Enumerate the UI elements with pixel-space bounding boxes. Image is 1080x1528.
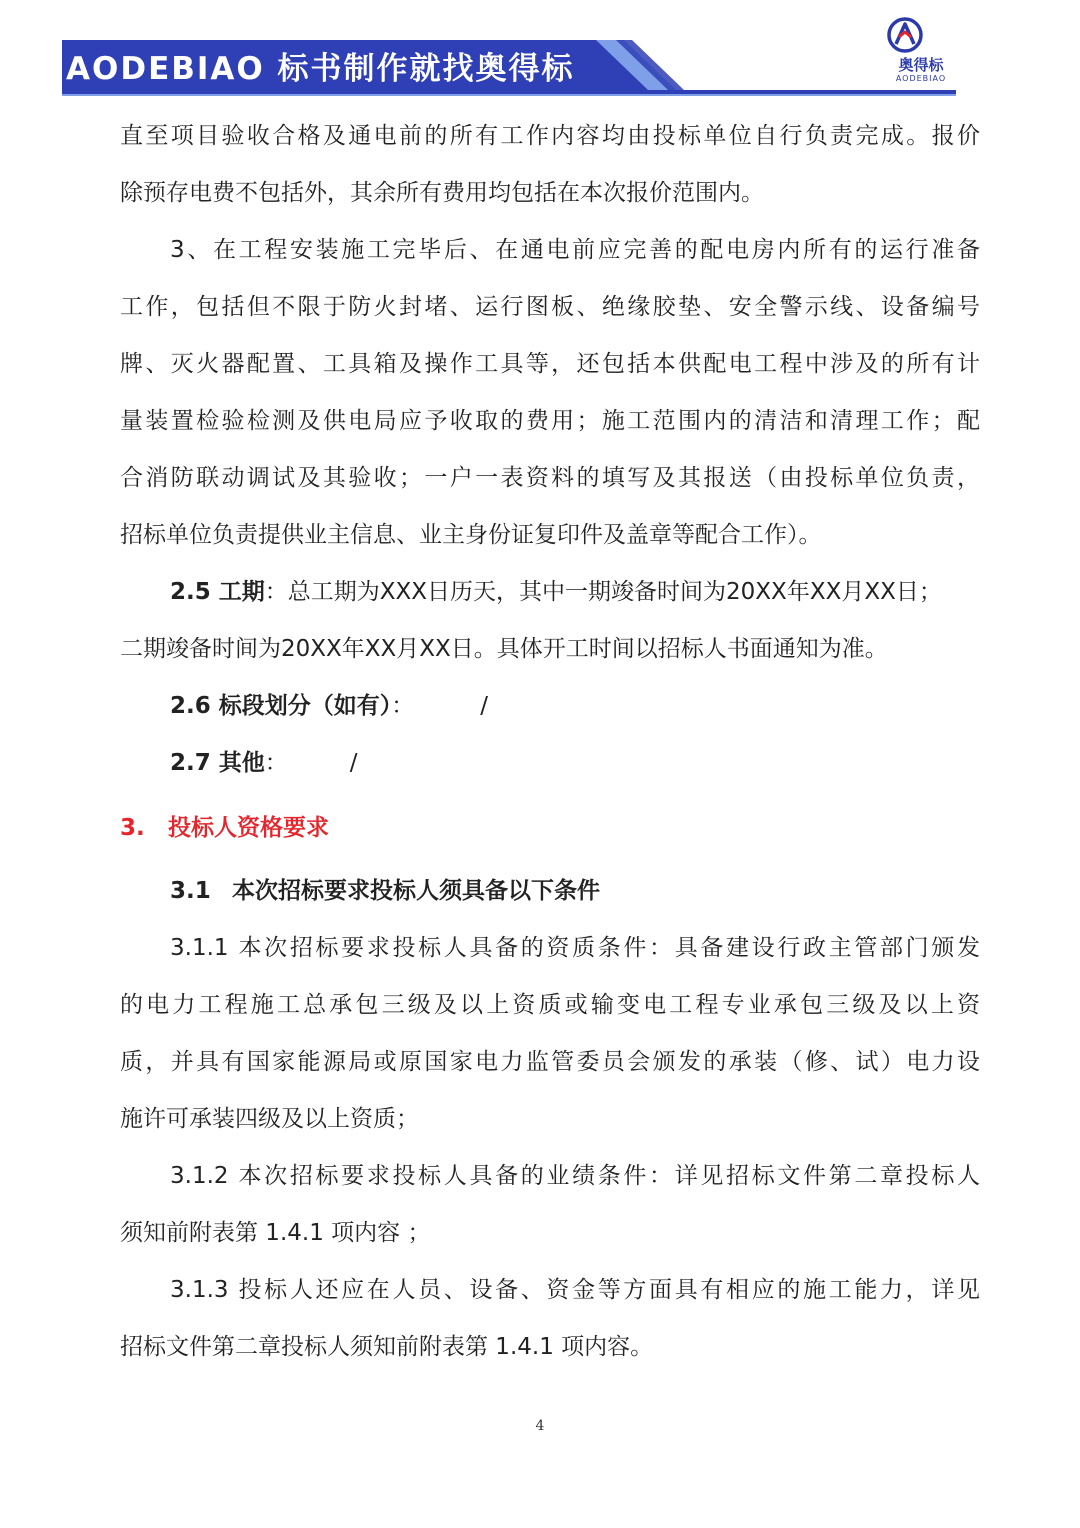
paragraph-line: 须知前附表第 1.4.1 项内容 ； — [120, 1220, 431, 1246]
logo-english-name: AODEBIAO — [895, 74, 947, 83]
section-2-7-colon: ： — [264, 750, 288, 776]
logo-mark-icon — [886, 16, 924, 54]
section-2-6-value: / — [480, 693, 489, 719]
paragraph-line: 质，并具有国家能源局或原国家电力监管委员会颁发的承装（修、试）电力设 — [120, 1049, 980, 1075]
paragraph-line: 3.1.3 投标人还应在人员、设备、资金等方面具有相应的施工能力，详见 — [170, 1277, 980, 1303]
paragraph-line: 的电力工程施工总承包三级及以上资质或输变电工程专业承包三级及以上资 — [120, 992, 980, 1018]
paragraph-line: 二期竣备时间为20XX年XX月XX日。具体开工时间以招标人书面通知为准。 — [120, 636, 888, 662]
paragraph-line: 工作，包括但不限于防火封堵、运行图板、绝缘胶垫、安全警示线、设备编号 — [120, 294, 980, 320]
paragraph-line: 直至项目验收合格及通电前的所有工作内容均由投标单位自行负责完成。报价 — [120, 123, 980, 149]
paragraph-line: 施许可承装四级及以上资质； — [120, 1106, 419, 1132]
section-2-7 — [170, 743, 980, 783]
section-2-5-text: ：总工期为XXX日历天，其中一期竣备时间为20XX年XX月XX日； — [264, 579, 942, 605]
section-2-7-value: / — [349, 750, 358, 776]
brand-logo — [886, 16, 956, 86]
section-2-5 — [170, 572, 980, 612]
section-3-1-title: 本次招标要求投标人须具备以下条件 — [232, 878, 600, 904]
header-banner — [0, 0, 1080, 110]
section-3-1-heading — [170, 871, 980, 911]
section-2-5-label: 2.5 工期 — [170, 579, 265, 605]
paragraph-line: 3.1.2 本次招标要求投标人具备的业绩条件：详见招标文件第二章投标人 — [170, 1163, 980, 1189]
paragraph-line: 量装置检验检测及供电局应予收取的费用；施工范围内的清洁和清理工作；配 — [120, 408, 980, 434]
paragraph-line: 3.1.1 本次招标要求投标人具备的资质条件：具备建设行政主管部门颁发 — [170, 935, 980, 961]
section-3-title: 投标人资格要求 — [168, 815, 329, 841]
paragraph-line: 牌、灭火器配置、工具箱及操作工具等，还包括本供配电工程中涉及的所有计 — [120, 351, 980, 377]
paragraph-line: 招标单位负责提供业主信息、业主身份证复印件及盖章等配合工作）。 — [120, 522, 822, 548]
paragraph-line: 除预存电费不包括外，其余所有费用均包括在本次报价范围内。 — [120, 180, 764, 206]
banner-title: AODEBIAO 标书制作就找奥得标 — [66, 51, 575, 87]
section-3-1-number: 3.1 — [170, 878, 211, 904]
logo-chinese-name: 奥得标 — [898, 56, 944, 74]
section-2-6-colon: ： — [391, 693, 415, 719]
paragraph-line: 合消防联动调试及其验收；一户一表资料的填写及其报送（由投标单位负责， — [120, 465, 980, 491]
section-2-7-label: 2.7 其他 — [170, 750, 265, 776]
section-3-heading — [120, 808, 980, 848]
paragraph-line: 招标文件第二章投标人须知前附表第 1.4.1 项内容。 — [120, 1334, 654, 1360]
section-2-6-label: 2.6 标段划分（如有） — [170, 693, 392, 719]
page-number: 4 — [535, 1418, 545, 1434]
section-3-number: 3. — [120, 815, 145, 841]
paragraph-line: 3、在工程安装施工完毕后、在通电前应完善的配电房内所有的运行准备 — [170, 237, 980, 263]
section-2-6 — [170, 686, 980, 726]
